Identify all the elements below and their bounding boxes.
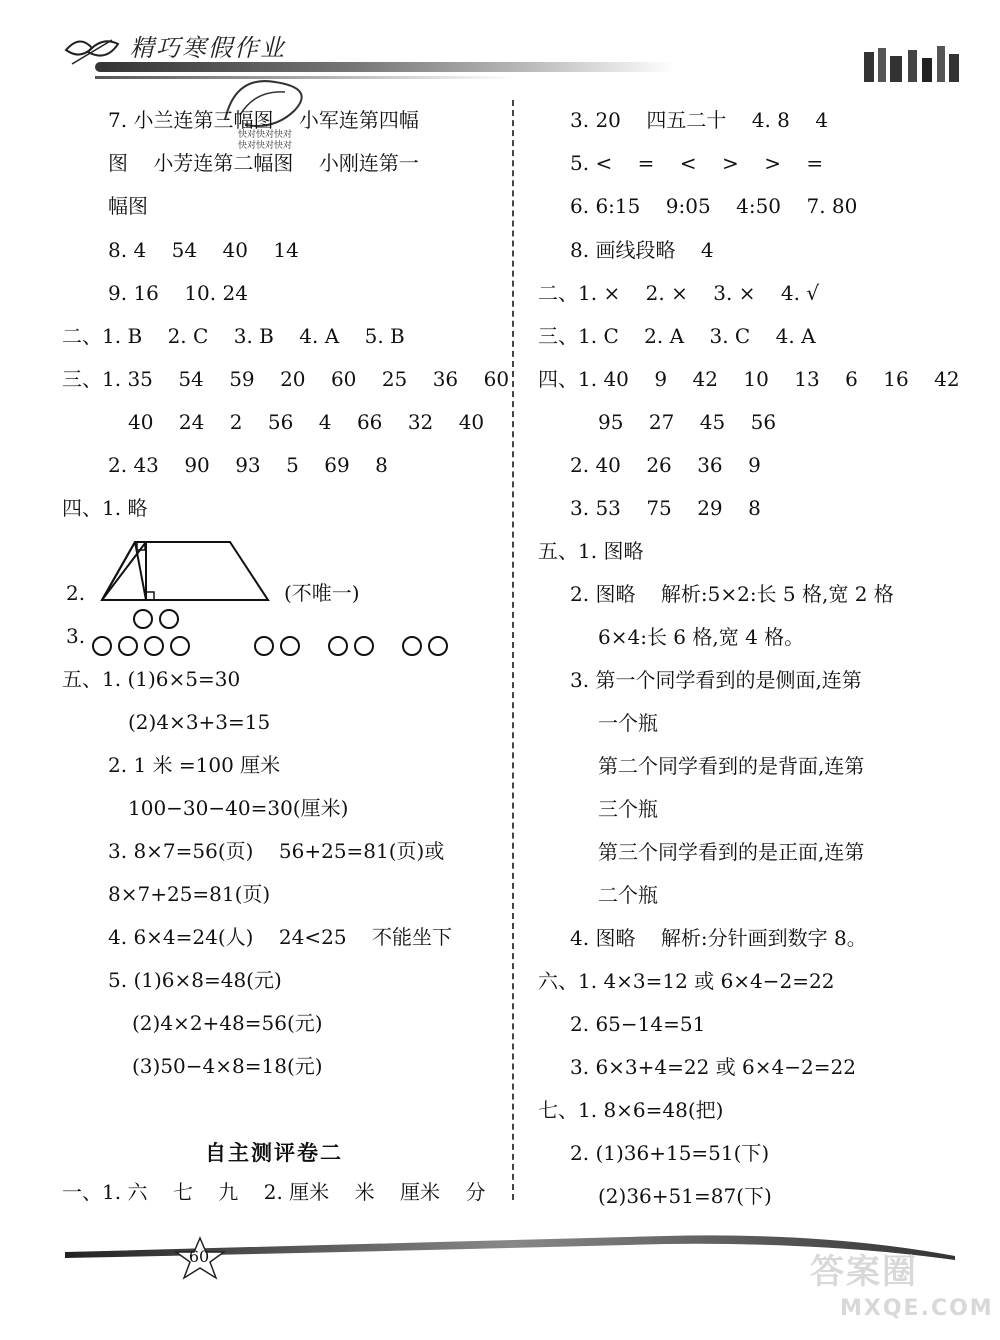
answer-line: 二、1. × 2. × 3. × 4. √ (538, 281, 820, 305)
answer-line: 3. 6×3+4=22 或 6×4−2=22 (570, 1055, 856, 1079)
section-title: 自主测评卷二 (205, 1141, 343, 1165)
answer-line: (3)50−4×8=18(元) (132, 1054, 323, 1078)
answer-line: 七、1. 8×6=48(把) (538, 1098, 724, 1122)
circle-icon (118, 636, 138, 656)
circle-icon (144, 636, 164, 656)
answer-line: 8. 4 54 40 14 (108, 238, 299, 262)
answer-line: 2. 图略 解析:5×2:长 5 格,宽 2 格 (570, 582, 894, 606)
answer-line: 图 小芳连第二幅图 小刚连第一 (108, 151, 419, 175)
stamp-line: 快对快对快对 (238, 141, 293, 151)
circle-group-2c (402, 636, 448, 656)
answer-line: 2. (66, 581, 86, 605)
answer-line: 6. 6:15 9:05 4:50 7. 80 (570, 194, 858, 218)
circle-group-4 (92, 636, 190, 656)
answer-line: 6×4:长 6 格,宽 4 格。 (598, 625, 805, 649)
circle-icon (170, 636, 190, 656)
circle-group-2a (254, 636, 300, 656)
circle-icon (133, 609, 153, 629)
answer-line: 一、1. 六 七 九 2. 厘米 米 厘米 分 (62, 1180, 486, 1204)
answer-line: (不唯一) (284, 581, 360, 605)
answer-line: 5. (1)6×8=48(元) (108, 968, 282, 992)
circle-icon (159, 609, 179, 629)
books-ornament-icon (862, 44, 962, 84)
answer-line: 2. 1 米 =100 厘米 (108, 753, 281, 777)
watermark-url: MXQE.COM (840, 1296, 994, 1321)
answer-line: 第三个同学看到的是正面,连第 (598, 840, 865, 864)
column-divider (512, 100, 514, 1200)
answer-line: 9. 16 10. 24 (108, 281, 248, 305)
page-number: 60 (188, 1247, 210, 1266)
answer-line: 2. 65−14=51 (570, 1012, 706, 1036)
answer-line: 100−30−40=30(厘米) (128, 796, 349, 820)
answer-line: 三个瓶 (598, 797, 658, 821)
stamp-line: 快对快对快对 (238, 130, 293, 140)
answer-line: 一个瓶 (598, 711, 658, 735)
answer-line: 五、1. (1)6×5=30 (62, 667, 241, 691)
answer-line: 3. 53 75 29 8 (570, 496, 761, 520)
answer-line: 三、1. C 2. A 3. C 4. A (538, 324, 816, 348)
circle-group-top (133, 609, 179, 629)
answer-line: 3. 20 四五二十 4. 8 4 (570, 108, 829, 132)
answer-line: 幅图 (108, 194, 148, 218)
circle-icon (402, 636, 422, 656)
circle-group-2b (328, 636, 374, 656)
answer-line: 二个瓶 (598, 883, 658, 907)
header-stripe (95, 62, 675, 72)
answer-line: (2)4×3+3=15 (128, 710, 271, 734)
answer-line: 2. (1)36+15=51(下) (570, 1141, 770, 1165)
circle-icon (354, 636, 374, 656)
watermark-logo: 答案圈 (810, 1252, 918, 1292)
answer-line: 2. 43 90 93 5 69 8 (108, 453, 388, 477)
answer-line: 2. 40 26 36 9 (570, 453, 761, 477)
answer-line: 4. 6×4=24(人) 24<25 不能坐下 (108, 925, 452, 949)
answer-line: 95 27 45 56 (598, 410, 777, 434)
circle-icon (428, 636, 448, 656)
answer-line: 7. 小兰连第三幅图 小军连第四幅 (108, 108, 419, 132)
circle-icon (254, 636, 274, 656)
answer-line: 五、1. 图略 (538, 539, 644, 563)
answer-line: 三、1. 35 54 59 20 60 25 36 60 (62, 367, 510, 391)
answer-line: 二、1. B 2. C 3. B 4. A 5. B (62, 324, 405, 348)
answer-line: 3. 8×7=56(页) 56+25=81(页)或 (108, 839, 445, 863)
answer-line: (2)36+51=87(下) (598, 1184, 772, 1208)
circle-icon (328, 636, 348, 656)
answer-line: 3. 第一个同学看到的是侧面,连第 (570, 668, 862, 692)
answer-line: 40 24 2 56 4 66 32 40 (128, 410, 485, 434)
answer-line: 8. 画线段略 4 (570, 238, 714, 262)
answer-line: (2)4×2+48=56(元) (132, 1011, 323, 1035)
answer-line: 六、1. 4×3=12 或 6×4−2=22 (538, 969, 835, 993)
answer-line: 4. 图略 解析:分针画到数字 8。 (570, 926, 867, 950)
answer-line: 8×7+25=81(页) (108, 882, 271, 906)
answer-line: 四、1. 略 (62, 496, 148, 520)
answer-line: 3. (66, 624, 86, 648)
answer-line: 第二个同学看到的是背面,连第 (598, 754, 865, 778)
trapezoid-figure-icon (100, 540, 270, 602)
answer-line: 四、1. 40 9 42 10 13 6 16 42 (538, 367, 960, 391)
circle-icon (280, 636, 300, 656)
answer-line: 5. < = < > > = (570, 151, 824, 175)
circle-icon (92, 636, 112, 656)
header-title: 精巧寒假作业 (130, 34, 286, 62)
